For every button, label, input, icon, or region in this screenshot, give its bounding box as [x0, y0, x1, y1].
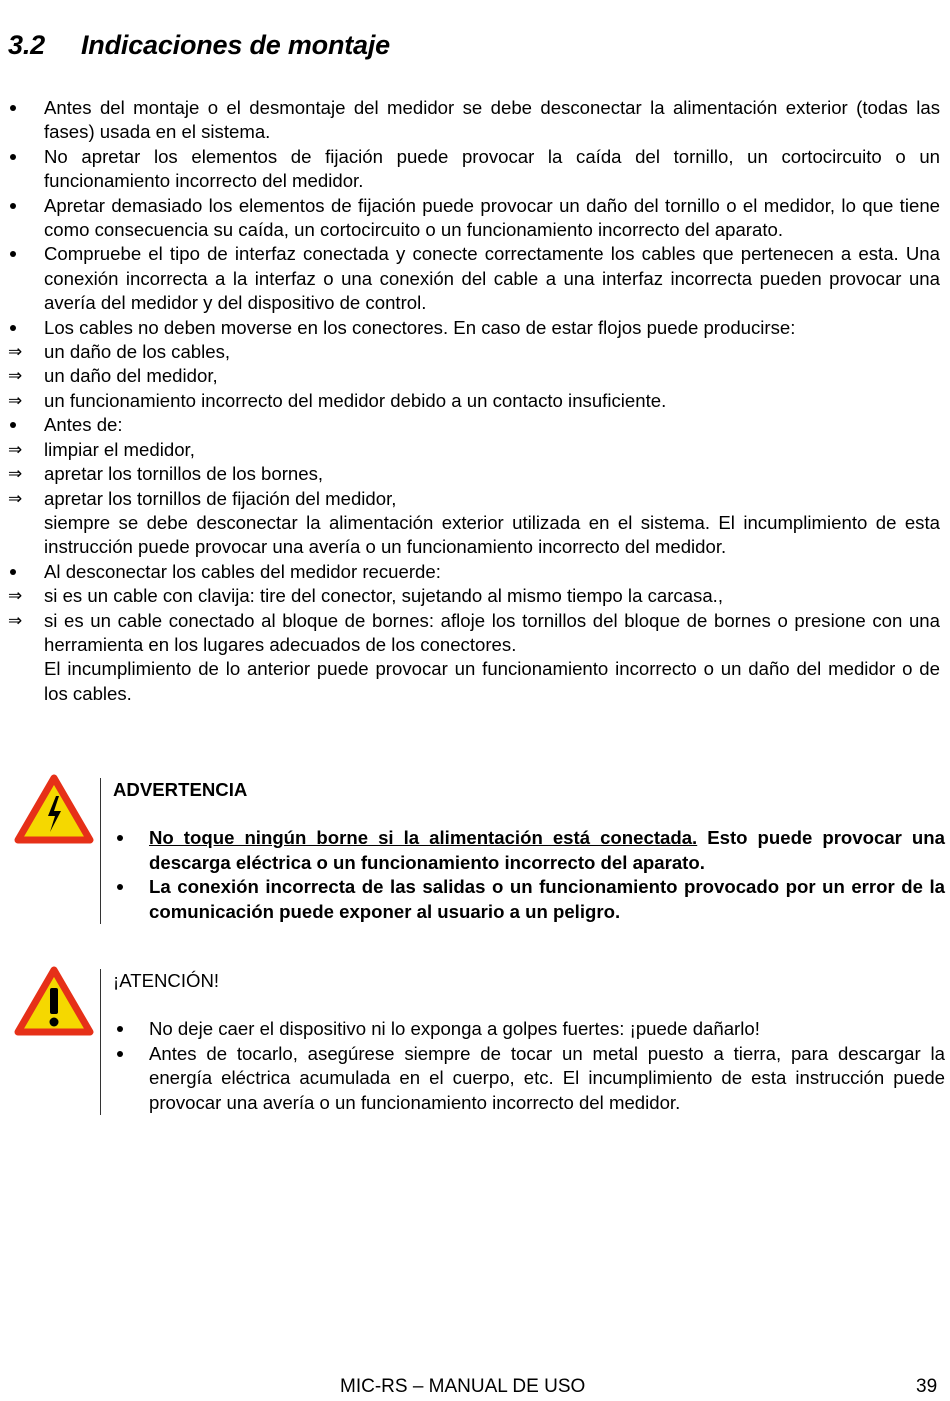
list-item-before — [8, 413, 940, 437]
advertencia-underlined-text: No toque ningún borne si la alimentación está conectada. — [149, 827, 698, 849]
implies-arrow-icon: ⇒ — [8, 610, 23, 631]
implies-arrow-icon: ⇒ — [8, 342, 23, 363]
sub-item — [8, 340, 940, 364]
sub-item-text: un funcionamiento incorrecto del medidor debido a un contacto insuficiente. — [44, 389, 667, 411]
atencion-heading: ¡ATENCIÓN! — [113, 970, 220, 991]
exclamation-warning-icon — [14, 966, 94, 1036]
electric-hazard-icon — [14, 774, 94, 844]
sub-item — [8, 389, 940, 413]
implies-arrow-icon: ⇒ — [8, 586, 23, 607]
sub-item-text: un daño de los cables, — [44, 341, 231, 363]
sub-item — [8, 609, 940, 658]
sub-item-text: si es un cable conectado al bloque de bornes: afloje los tornillos del bloque de bornes o presione con una herramienta en los lugares adecuados de los conectores. — [44, 609, 940, 655]
implies-arrow-icon: ⇒ — [8, 366, 23, 387]
page-number: 39 — [916, 1376, 938, 1397]
atencion-item: Antes de tocarlo, asegúrese siempre de tocar un metal puesto a tierra, para descargar la energía eléctrica acumulada en el cuerpo, etc. El incumplimiento de esta instrucción puede provocar una avería o un funcionamiento incorrecto del medidor. — [113, 1042, 945, 1115]
sub-item — [8, 364, 940, 388]
list-item: Apretar demasiado los elementos de fijación puede provocar un daño del tornillo o el medidor, lo que tiene como consecuencia su caída, un cortocircuito o un funcionamiento incorrecto del aparato. — [8, 194, 940, 243]
before-after-text: siempre se debe desconectar la alimentación exterior utilizada en el sistema. El incumplimiento de esta instrucción puede provocar una avería o un funcionamiento incorrecto del medidor. — [44, 511, 940, 558]
sub-item-text: un daño del medidor, — [44, 365, 218, 387]
implies-arrow-icon: ⇒ — [8, 390, 23, 411]
advertencia-item: La conexión incorrecta de las salidas o un funcionamiento provocado por un error de la comunicación puede exponer al usuario a un peligro. — [113, 875, 945, 924]
sub-item — [8, 487, 940, 511]
advertencia-box — [100, 778, 945, 924]
cables-text: Los cables no deben moverse en los conectores. En caso de estar flojos puede producirse: — [44, 316, 796, 338]
advertencia-item-text: Esto puede provocar una descarga eléctrica o un funcionamiento incorrecto del aparato. — [149, 827, 945, 873]
section-title-text: Indicaciones de montaje — [81, 30, 390, 60]
implies-arrow-icon: ⇒ — [8, 464, 23, 485]
sub-item — [8, 462, 940, 486]
advertencia-item — [113, 826, 945, 875]
advertencia-heading: ADVERTENCIA — [113, 779, 248, 800]
section-number: 3.2 — [8, 30, 45, 60]
implies-arrow-icon: ⇒ — [8, 488, 23, 509]
section-title — [8, 30, 390, 61]
list-item-cables — [8, 316, 940, 340]
implies-arrow-icon: ⇒ — [8, 439, 23, 460]
sub-item-text: apretar los tornillos de los bornes, — [44, 463, 324, 485]
list-item: Antes del montaje o el desmontaje del medidor se debe desconectar la alimentación exterior (todas las fases) usada en el sistema. — [8, 96, 940, 145]
sub-item-text: limpiar el medidor, — [44, 438, 195, 460]
disconnect-text: Al desconectar los cables del medidor recuerde: — [44, 560, 441, 582]
list-item-disconnect — [8, 560, 940, 584]
atencion-box — [100, 969, 945, 1115]
main-content — [8, 96, 940, 706]
disconnect-after-text: El incumplimiento de lo anterior puede provocar un funcionamiento incorrecto o un daño del medidor o de los cables. — [44, 658, 940, 704]
sub-item — [8, 438, 940, 462]
sub-item-text: apretar los tornillos de fijación del medidor, — [44, 487, 397, 509]
before-text: Antes de: — [44, 414, 123, 436]
atencion-item: No deje caer el dispositivo ni lo exponga a golpes fuertes: ¡puede dañarlo! — [113, 1017, 945, 1041]
list-item: No apretar los elementos de fijación puede provocar la caída del tornillo, un cortocircuito o un funcionamiento incorrecto del medidor. — [8, 145, 940, 194]
list-item: Compruebe el tipo de interfaz conectada y conecte correctamente los cables que pertenecen a esta. Una conexión incorrecta a la interfaz o una conexión del cable a una interfaz incorrecta pueden provocar una avería del medidor y del dispositivo de control. — [8, 242, 940, 315]
footer-title: MIC-RS – MANUAL DE USO — [340, 1376, 586, 1397]
sub-item-text: si es un cable con clavija: tire del conector, sujetando al mismo tiempo la carcasa., — [44, 585, 724, 607]
sub-item — [8, 584, 940, 608]
